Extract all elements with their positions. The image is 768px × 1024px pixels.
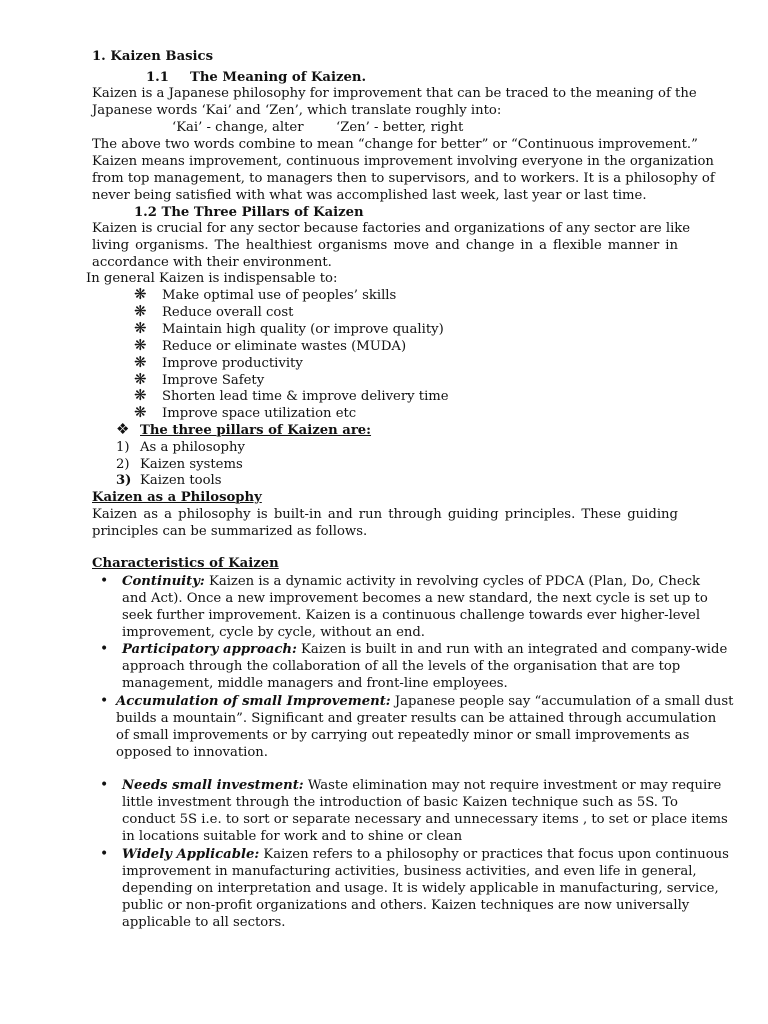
paragraph-line: living organisms. The healthiest organisms move and change in a flexible manner in [92,238,678,253]
characteristics-heading: Characteristics of Kaizen [92,556,279,571]
pillars-heading: The three pillars of Kaizen are: [140,423,372,438]
characteristic-first-line [122,641,728,658]
subsection-title: The Meaning of Kaizen. [190,70,367,85]
pillar-number: 3) [116,473,132,488]
characteristic-line: management, middle managers and front-line employees. [122,676,508,691]
paragraph-line: Kaizen means improvement, continuous improvement involving everyone in the organization [92,154,714,169]
characteristic-text: Waste elimination may not require investment or may require [303,778,722,793]
characteristic-label: Accumulation of small Improvement: [116,694,391,709]
subsection-title: 1.2 The Three Pillars of Kaizen [134,205,364,220]
bullet-dot-icon: • [100,777,109,793]
characteristic-line: approach through the collaboration of all the levels of the organisation that are top [122,659,681,674]
paragraph-line: accordance with their environment. [92,255,332,270]
flower-bullet-icon: ❋ [134,285,147,303]
bullet-dot-icon: • [100,641,109,657]
characteristic-first-line [122,846,729,863]
paragraph-line: never being satisfied with what was accomplished last week, last year or last time. [92,188,647,203]
bullet-dot-icon: • [100,846,109,862]
pillar-number: 1) [116,440,130,455]
list-item: Improve Safety [162,373,265,388]
indispensable-intro: In general Kaizen is indispensable to: [86,271,338,286]
paragraph-line: Japanese words ‘Kai’ and ‘Zen’, which translate roughly into: [92,103,502,118]
characteristic-text: Japanese people say “accumulation of a small dust [390,694,734,709]
list-item: Improve space utilization etc [162,406,357,421]
characteristic-label: Widely Applicable: [122,847,260,862]
subsection-number: 1.1 [146,70,169,85]
kai-definition: ‘Kai’ - change, alter [172,120,304,135]
paragraph-line: principles can be summarized as follows. [92,524,368,539]
characteristic-first-line [122,573,701,590]
bullet-dot-icon: • [100,573,109,589]
list-item: Maintain high quality (or improve quality) [162,322,444,337]
paragraph-line: Kaizen is crucial for any sector because factories and organizations of any sector are like [92,221,691,236]
flower-bullet-icon: ❋ [134,403,147,421]
flower-bullet-icon: ❋ [134,370,147,388]
paragraph-line: The above two words combine to mean “change for better” or “Continuous improvement.” [92,137,698,152]
flower-bullet-icon: ❋ [134,319,147,337]
characteristic-line: little investment through the introduction of basic Kaizen technique such as 5S. To [122,795,678,810]
characteristic-first-line [122,777,722,794]
characteristic-label: Needs small investment: [122,778,304,793]
list-item: Shorten lead time & improve delivery time [162,389,449,404]
characteristic-text: Kaizen is a dynamic activity in revolving cycles of PDCA (Plan, Do, Check [204,574,701,589]
characteristic-label: Continuity: [122,574,205,589]
list-item: Reduce overall cost [162,305,294,320]
list-item: Reduce or eliminate wastes (MUDA) [162,339,407,354]
characteristic-line: applicable to all sectors. [122,915,286,930]
pillar-item: Kaizen systems [140,457,243,472]
characteristic-line: and Act). Once a new improvement becomes a new standard, the next cycle is set up to [122,591,708,606]
flower-bullet-icon: ❋ [134,302,147,320]
section-heading: 1. Kaizen Basics [92,49,214,64]
characteristic-line: public or non-profit organizations and others. Kaizen techniques are now universally [122,898,690,913]
paragraph-line: from top management, to managers then to supervisors, and to workers. It is a philosophy of [92,171,715,186]
characteristic-line: builds a mountain”. Significant and greater results can be attained through accumulation [116,711,717,726]
zen-definition: ‘Zen’ - better, right [336,120,464,135]
pillar-number: 2) [116,457,130,472]
diamond-bullet-icon: ❖ [116,420,130,438]
paragraph-line: Kaizen is a Japanese philosophy for improvement that can be traced to the meaning of the [92,86,697,101]
characteristic-line: conduct 5S i.e. to sort or separate necessary and unnecessary items , to set or place items [122,812,728,827]
characteristic-line: improvement, cycle by cycle, without an end. [122,625,425,640]
characteristic-text: Kaizen is built in and run with an integrated and company-wide [296,642,728,657]
characteristic-line: of small improvements or by carrying out repeatedly minor or small improvements as [116,728,690,743]
pillar-item: Kaizen tools [140,473,222,488]
characteristic-text: Kaizen refers to a philosophy or practices that focus upon continuous [259,847,729,862]
philosophy-heading: Kaizen as a Philosophy [92,490,262,505]
bullet-dot-icon: • [100,693,109,709]
paragraph-line: Kaizen as a philosophy is built-in and run through guiding principles. These guiding [92,507,678,522]
characteristic-line: opposed to innovation. [116,745,268,760]
characteristic-line: in locations suitable for work and to shine or clean [122,829,463,844]
flower-bullet-icon: ❋ [134,353,147,371]
flower-bullet-icon: ❋ [134,386,147,404]
characteristic-line: depending on interpretation and usage. It is widely applicable in manufacturing, service, [122,881,719,896]
pillar-item: As a philosophy [140,440,245,455]
list-item: Make optimal use of peoples’ skills [162,288,397,303]
list-item: Improve productivity [162,356,303,371]
characteristic-line: improvement in manufacturing activities, business activities, and even life in general, [122,864,697,879]
characteristic-label: Participatory approach: [122,642,297,657]
characteristic-first-line [116,693,734,710]
flower-bullet-icon: ❋ [134,336,147,354]
characteristic-line: seek further improvement. Kaizen is a continuous challenge towards ever higher-level [122,608,701,623]
